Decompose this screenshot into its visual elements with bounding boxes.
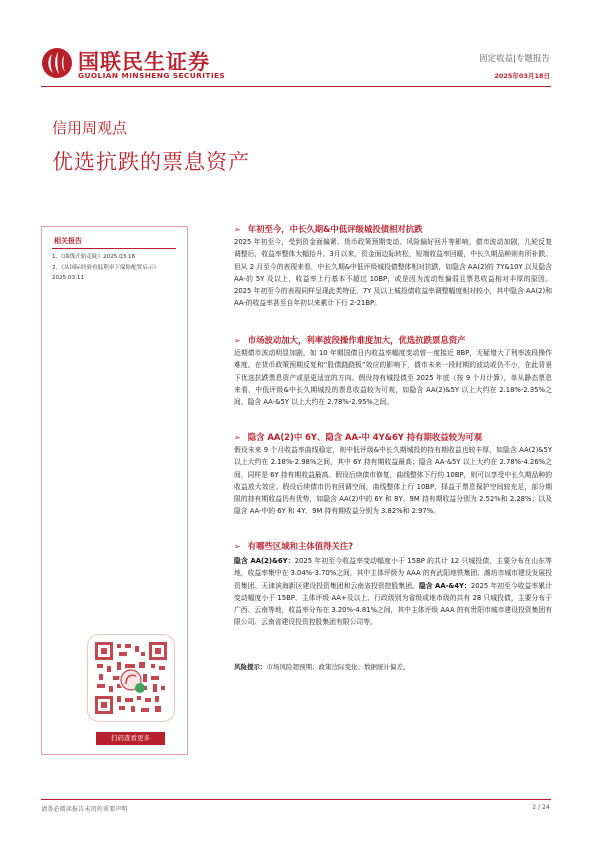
footer-divider bbox=[41, 799, 551, 800]
qr-code[interactable] bbox=[87, 634, 175, 722]
report-type: 固定收益|专题报告 bbox=[479, 54, 550, 64]
risk-warning bbox=[234, 662, 410, 671]
brand-logo-icon bbox=[41, 47, 73, 79]
related-report-link-1[interactable]: 1、《曲线开始走陡》2025.03.16 bbox=[52, 254, 136, 260]
header-divider bbox=[41, 86, 551, 87]
section-3-heading: ➢ 隐含 AA(2)中 6Y、隐含 AA-中 4Y&6Y 持有期收益较为可观 bbox=[234, 432, 483, 442]
section-arrow-icon: ➢ bbox=[234, 225, 241, 234]
brand-name-cn: 国联民生证券 bbox=[78, 50, 210, 74]
sidebar-heading: 相关报告 bbox=[54, 237, 82, 245]
report-date: 2025年03月18日 bbox=[494, 72, 550, 80]
section-arrow-icon: ➢ bbox=[234, 336, 241, 345]
brand-name-en: GUOLIAN MINSHENG SECURITIES bbox=[78, 71, 226, 80]
section-4-heading: ➢ 有哪些区域和主体值得关注? bbox=[234, 541, 354, 551]
related-report-link-2[interactable]: 2、《从国际经验看低利率下保险配置启示》 bbox=[52, 265, 160, 271]
section-arrow-icon: ➢ bbox=[234, 542, 241, 551]
region-text-1: 2025 年初至今收益率变动幅度小于 15BP 的共计 12 只城投债，主要分布在山东等地，收益率集中在 3.04%-3.70%之间，其中主体评级为 AAA 的有武阳地铁集团、潍坊市城市建设发展投资集团、天津滨海新区建设投资集团和云南省投资控股集团。 bbox=[234, 557, 552, 590]
section-2-heading: ➢ 市场波动加大，利率波段操作难度加大，优选抗跌票息资产 bbox=[234, 335, 466, 345]
section-3-body: 假设未来 9 个月收益率曲线稳定，则中低评级&中长久期城投的持有期收益也较丰厚，如隐含 AA(2)&5Y 以上大约在 2.18%-2.98%之间，其中 6Y 持有期收益最高；隐含 AA-&5Y 以上大约在 2.78%-4.26%之间，同样是 6Y 持有期收益最高。假设后续债市修复，曲线整体下行约 10BP，则可以享受中长久期品种的收益放大效应。假设后续债市仍有回调空间，曲线整体上行 10BP，择益于票息保护空间较充足，部分期限的持有期收益仍有优势，如隐含 AA(2)中的 6Y 和 8Y、9M 持有期收益分别为 2.52%和 2.28%；以及隐含 AA-中的 6Y 和 4Y、9M 持有期收益分别为 3.82%和 2.97%。 bbox=[234, 446, 552, 516]
region-lead-2: 隐含 AA-&4Y： bbox=[418, 581, 471, 590]
page-title: 优选抗跌的票息资产 bbox=[52, 150, 250, 174]
section-arrow-icon: ➢ bbox=[234, 433, 241, 442]
region-lead-1: 隐含 AA(2)&6Y： bbox=[234, 557, 295, 565]
qr-caption: 扫码查看更多 bbox=[96, 732, 165, 745]
risk-text: 市场风险超预期；政策边际变化；数据统计偏差。 bbox=[266, 663, 410, 671]
sidebar-related-reports bbox=[41, 226, 188, 755]
series-title: 信用周观点 bbox=[52, 119, 128, 137]
section-1-heading: ➢ 年初至今，中长久期&中低评级城投债相对抗跌 bbox=[234, 224, 423, 234]
sidebar-divider bbox=[52, 248, 176, 249]
risk-label: 风险提示： bbox=[234, 663, 267, 671]
section-4-body bbox=[234, 555, 552, 629]
section-1-body: 2025 年初至今，受到资金面偏紧、货币政策预期变动、风险偏好回升等影响，债市波动加剧，几轮反复调整后，收益率整体大幅抬升。3月以来，资金面边际转松，短端收益率回暖，中长久期品种则有所补跌。但从 2 月至今的表现来看，中长久期&中低评级城投债整体相对抗跌，如隐含 AA(2)的 7Y&10Y 以及隐含 AA-的 5Y 及以上，收益率上行基本不超过 10BP，或是因为流动性偏弱且票息收益相对丰厚的原因。2025 年初至今的表现同样呈现此类特征，7Y 及以上城投债收益率调整幅度相对较小，其中隐含 AA(2)和 AA-的收益率甚至自年初以来累计下行 2-21BP。 bbox=[234, 238, 552, 308]
section-2-body: 近期债市波动明显加剧，如 10 年期国债日内收益率幅度变动曾一度接近 8BP，无疑增大了利率波段操作难度。在货币政策预期反复和“股债跷跷板”效应的影响下，债市未来一段时期的波动或仍不小，在此背景下优选抗跌票息资产或是更适宜的方向。假设持有城投债至 2025 年底（按 9 个月计算），单从静态票息来看，中低评级&中长久期城投的票息收益较为可观，如隐含 AA(2)&5Y 以上大约在 2.18%-2.35%之间，隐含 AA-&5Y 以上大约在 2.78%-2.95%之间。 bbox=[234, 349, 552, 407]
qr-code-icon bbox=[93, 640, 169, 716]
page-number: 2 / 24 bbox=[532, 804, 550, 811]
related-report-date-2: 2025.03.11 bbox=[52, 275, 85, 281]
footer-disclaimer: 请务必阅读报告末页的重要声明 bbox=[41, 806, 128, 813]
region-text-2: 2025 年初至今收益率累计变动幅度小于 15BP、主体评级 AA+及以上、行政级别为省级或地市级的共有 28 只城投债，主要分布于广西、云南等地，收益率分布在 3.20%-4.81%之间，其中主体评级 AAA 的有贵阳市城市建设投资集团有限公司、云南省建设投资控股集团有限公司等。 bbox=[234, 581, 552, 627]
